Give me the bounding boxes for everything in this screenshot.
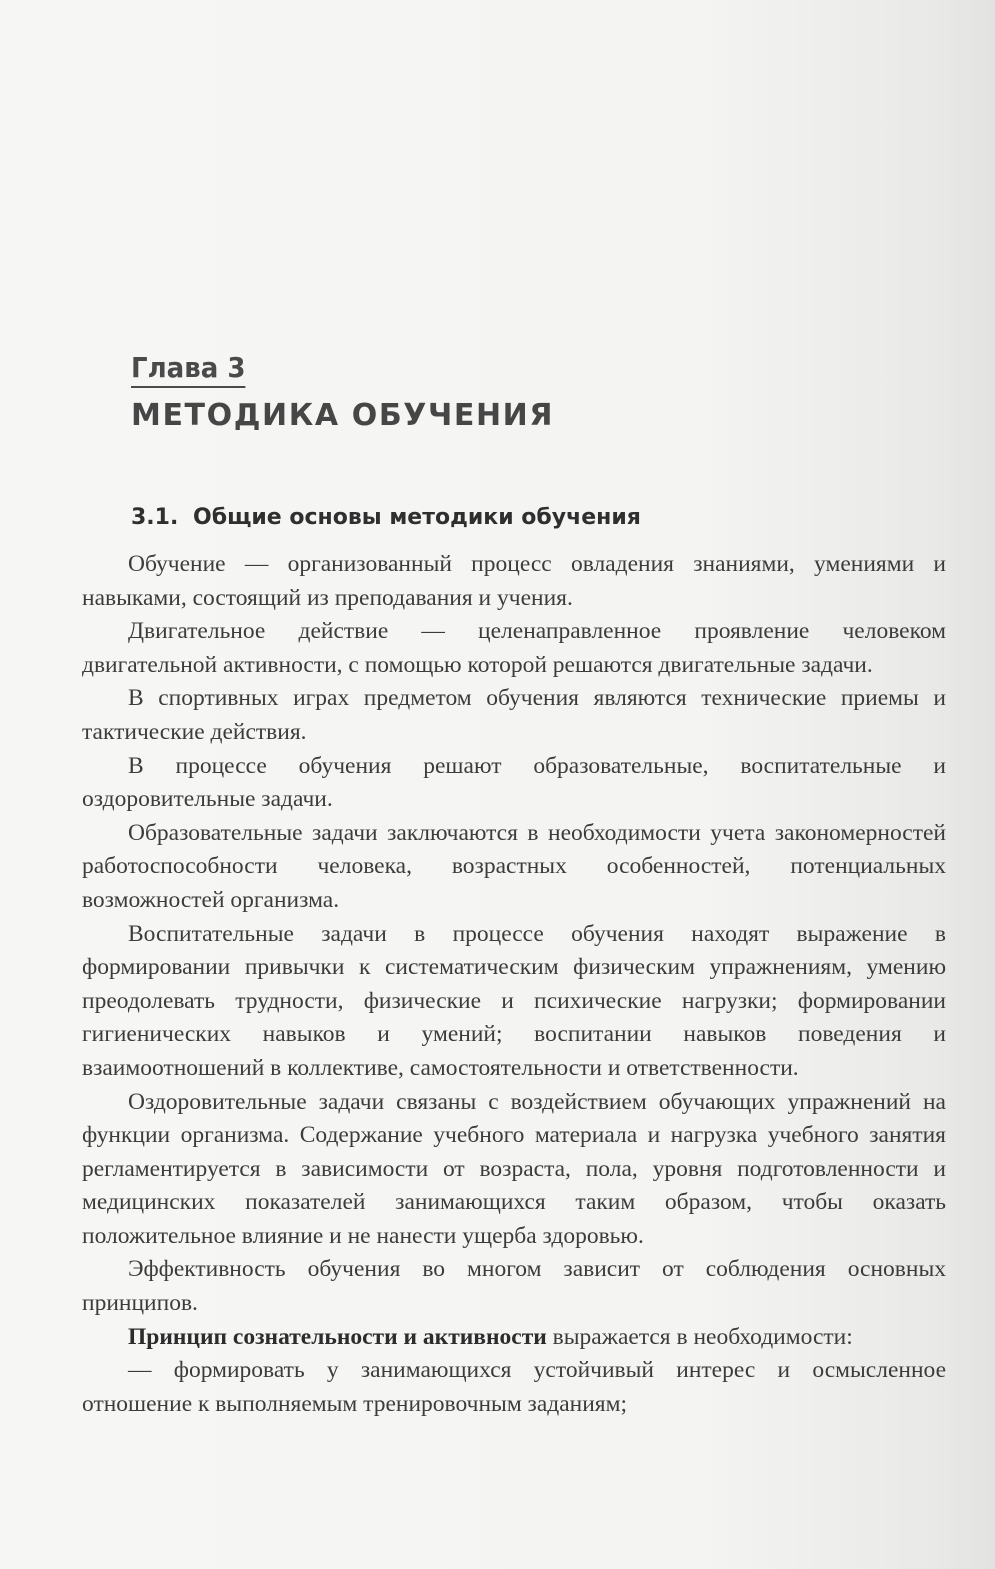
paragraph: В процессе обучения решают образовательные, воспитательные и оздоровительные задачи.	[82, 752, 946, 813]
list-item: — формировать у занимающихся устойчивый интерес и осмысленное отношение к выполняемым тренировочным заданиям;	[82, 1357, 946, 1417]
chapter-title: МЕТОДИКА ОБУЧЕНИЯ	[131, 398, 555, 433]
paragraph: Образовательные задачи заключаются в необходимости учета закономерностей работоспособности человека, возрастных особенностей, потенциальных возможностей организма.	[82, 819, 946, 913]
section-title: Общие основы методики обучения	[193, 505, 641, 530]
chapter-label: Глава 3	[131, 350, 245, 388]
principle-rest: выражается в необходимости:	[546, 1323, 853, 1350]
section-heading	[131, 502, 641, 534]
body-text	[82, 548, 946, 1421]
section-number: 3.1.	[131, 505, 179, 530]
principle-paragraph	[82, 1321, 946, 1355]
paragraph: В спортивных играх предметом обучения являются технические приемы и тактические действия.	[82, 685, 946, 745]
paragraph: Воспитательные задачи в процессе обучения находят выражение в формировании привычки к систематическим физическим упражнениям, умению преодолевать трудности, физические и психические нагрузки; формировании гигиенических навыков и умений; воспитании навыков поведения и взаимоотношений в коллективе, самостоятельности и ответственности.	[82, 920, 946, 1081]
paragraph: Двигательное действие — целенаправленное проявление человеком двигательной активности, с помощью которой решаются двигательные задачи.	[82, 618, 946, 678]
paragraph: Оздоровительные задачи связаны с воздействием обучающих упражнений на функции организма. Содержание учебного материала и нагрузка учебного занятия регламентируется в зависимости от возраста, пола, уровня подготовленности и медицинских показателей занимающихся таким образом, чтобы оказать положительное влияние и не нанести ущерба здоровью.	[82, 1088, 946, 1249]
paragraph: Эффективность обучения во многом зависит от соблюдения основных принципов.	[82, 1256, 946, 1317]
principle-term: Принцип сознательности и активности	[128, 1323, 547, 1350]
paragraph: Обучение — организованный процесс овладения знаниями, умениями и навыками, состоящий из преподавания и учения.	[82, 551, 946, 611]
